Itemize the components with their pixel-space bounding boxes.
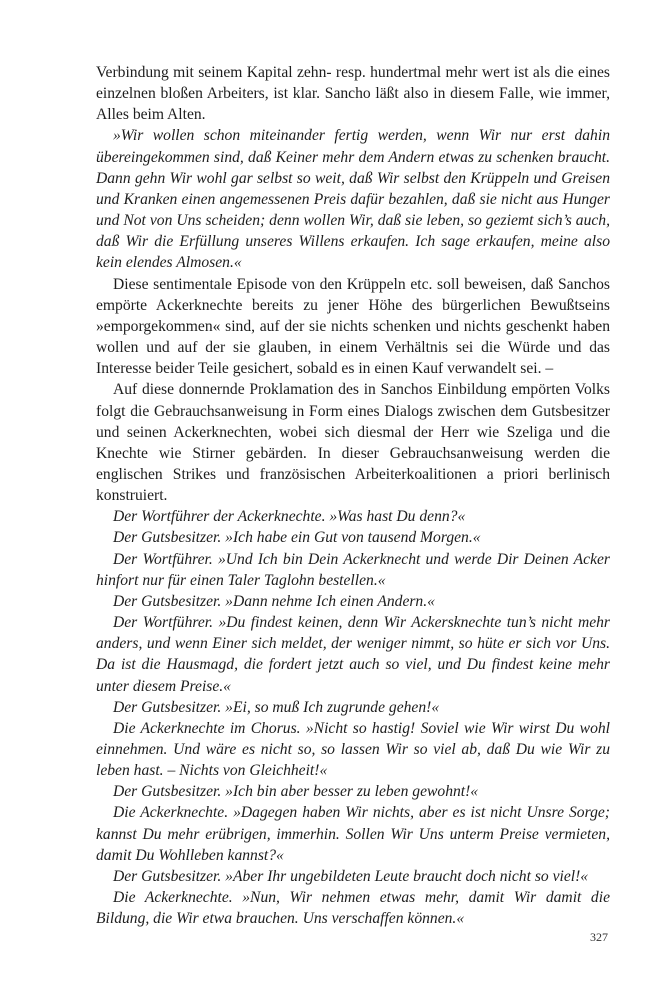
dialog-line: Der Gutsbesitzer. »Ei, so muß Ich zugrunde gehen!« bbox=[113, 698, 440, 716]
dialog-line: Die Ackerknechte. »Nun, Wir nehmen etwas mehr, damit Wir damit die Bildung, die Wir etwa brauchen. Uns verschaffen können.« bbox=[96, 889, 610, 928]
page-number: 327 bbox=[590, 930, 608, 944]
dialog-line: Der Wortführer. »Du findest keinen, denn Wir Ackersknechte tun’s nicht mehr anders, und wenn Einer sich meldet, der weniger nimmt, so hüte er sich vor Uns. Da ist die Hausmagd, die fordert jetzt auch so viel, und Du findest keine mehr unter diesem Preise.« bbox=[96, 614, 610, 695]
dialog-line: Die Ackerknechte. »Dagegen haben Wir nichts, aber es ist nicht Unsre Sorge; kannst Du mehr erübrigen, immerhin. Sollen Wir Uns unterm Preise vermieten, damit Du Wohlleben kannst?« bbox=[96, 804, 610, 864]
quote-paragraph: »Wir wollen schon miteinander fertig werden, wenn Wir nur erst dahin übereingekommen sind, daß Keiner mehr dem Andern etwas zu schenken braucht. Dann gehn Wir wohl gar selbst so weit, daß Wir selbst den Krüppeln und Greisen und Kranken einen angemessenen Preis dafür bezahlen, daß sie nicht aus Hunger und Not von Uns scheiden; denn wollen Wir, daß sie leben, so geziemt sich’s auch, daß Wir die Erfüllung unseres Willens erkaufen. Ich sage erkaufen, meine also kein elendes Almosen.« bbox=[96, 127, 610, 272]
dialog-line: Die Ackerknechte im Chorus. »Nicht so hastig! Soviel wie Wir wirst Du wohl einnehmen. Und wäre es nicht so, so lassen Wir so viel ab, daß Du wie Wir zu leben hast. – Nichts von Gleichheit!« bbox=[96, 719, 610, 780]
body-text bbox=[96, 62, 610, 929]
dialog-line: Der Gutsbesitzer. »Ich habe ein Gut von tausend Morgen.« bbox=[113, 529, 481, 547]
dialog-line: Der Gutsbesitzer. »Aber Ihr ungebildeten Leute braucht doch nicht so viel!« bbox=[113, 867, 589, 885]
dialog-line: Der Gutsbesitzer. »Ich bin aber besser zu leben gewohnt!« bbox=[113, 783, 479, 801]
paragraph: Diese sentimentale Episode von den Krüppeln etc. soll beweisen, daß Sanchos empörte Ackerknechte bereits zu jener Höhe des bürgerlichen Bewußtseins »emporgekommen« sind, auf der sie nichts schenken und nichts geschenkt haben wollen und auf der sie glauben, in einem Verhältnis sei die Würde und das Interesse beider Teile gesichert, sobald es in einen Kauf verwandelt sei. – bbox=[96, 275, 610, 378]
dialog-line: Der Wortführer. »Und Ich bin Dein Ackerknecht und werde Dir Deinen Acker hinfort nur für einen Taler Taglohn bestellen.« bbox=[96, 550, 610, 589]
dialog-line: Der Gutsbesitzer. »Dann nehme Ich einen Andern.« bbox=[113, 592, 435, 610]
paragraph: Verbindung mit seinem Kapital zehn- resp. hundertmal mehr wert ist als die eines einzelnen bloßen Arbeiters, ist klar. Sancho läßt also in diesem Falle, wie immer, Alles beim Alten. bbox=[96, 64, 610, 124]
paragraph: Auf diese donnernde Proklamation des in Sanchos Einbildung empörten Volks folgt die Gebrauchsanweisung in Form eines Dialogs zwischen dem Gutsbesitzer und seinen Ackerknechten, wobei sich diesmal der Herr wie Szeliga und die Knechte wie Stirner gebärden. In dieser Gebrauchsanweisung werden die englischen Strikes und französischen Arbeiterkoalitionen a priori berlinisch konstruiert. bbox=[96, 381, 610, 505]
dialog-line: Der Wortführer der Ackerknechte. »Was hast Du denn?« bbox=[113, 508, 466, 526]
